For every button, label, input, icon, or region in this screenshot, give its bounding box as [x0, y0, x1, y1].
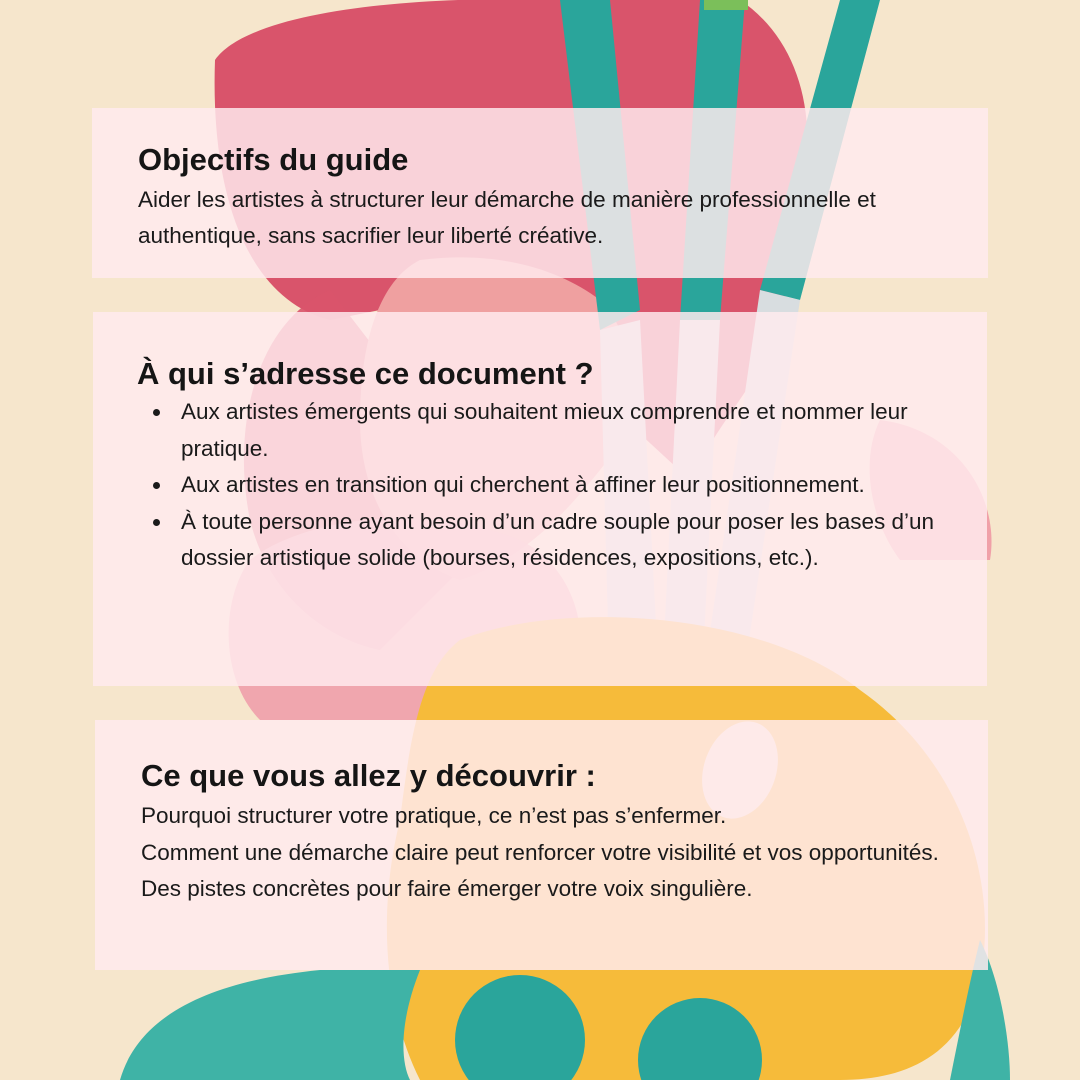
audience-list-item: À toute personne ayant besoin d’un cadre souple pour poser les bases d’un dossier artistique solide (bourses, résidences, expositions, etc.). [181, 504, 957, 577]
audience-list-item: Aux artistes en transition qui cherchent à affiner leur positionnement. [181, 467, 957, 504]
objectives-title: Objectifs du guide [138, 142, 409, 177]
discover-line: Des pistes concrètes pour faire émerger votre voix singulière. [141, 876, 753, 901]
audience-list [137, 394, 957, 577]
teal-base [120, 970, 420, 1080]
brush-tip [704, 0, 748, 10]
audience-title: À qui s’adresse ce document ? [137, 356, 594, 391]
objectives-text: Aider les artistes à structurer leur démarche de manière professionnelle et authentique, sans sacrifier leur liberté créative. [138, 187, 876, 248]
audience-list-item: Aux artistes émergents qui souhaitent mieux comprendre et nommer leur pratique. [181, 394, 957, 467]
audience-section [93, 312, 987, 686]
discover-section [95, 720, 988, 970]
discover-title: Ce que vous allez y découvrir : [141, 758, 596, 793]
objectives-section [92, 108, 988, 278]
discover-lines [141, 798, 958, 908]
discover-line: Pourquoi structurer votre pratique, ce n’est pas s’enfermer. [141, 803, 727, 828]
discover-line: Comment une démarche claire peut renforcer votre visibilité et vos opportunités. [141, 839, 939, 865]
